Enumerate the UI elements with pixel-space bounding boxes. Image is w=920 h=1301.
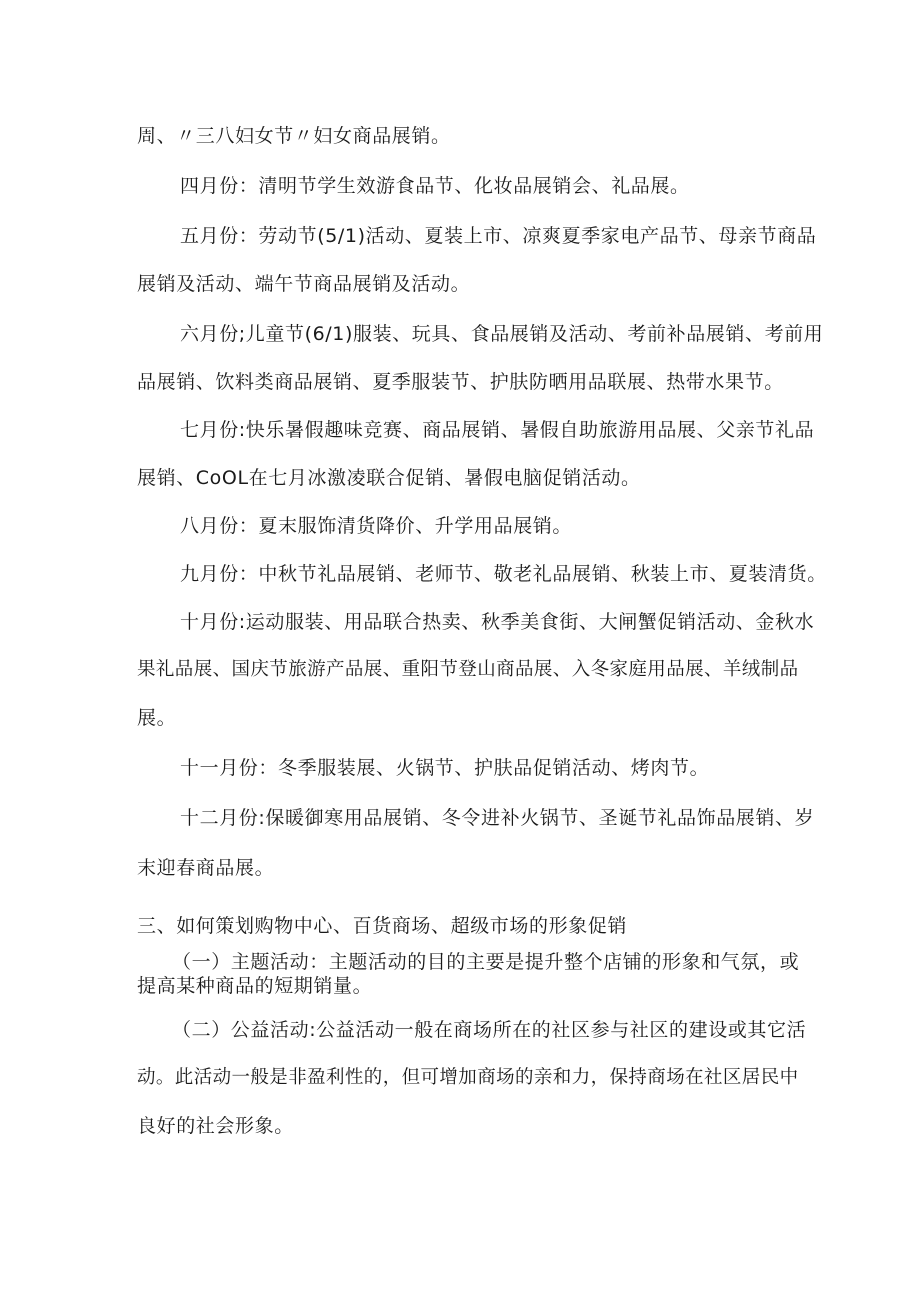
text-line-october-end: 展。 — [137, 707, 177, 729]
text-line-october-cont: 果礼品展、国庆节旅游产品展、重阳节登山商品展、入冬家庭用品展、羊绒制品 — [137, 659, 799, 680]
section-heading-image-promotion: 三、如何策划购物中心、百货商场、超级市场的形象促销 — [137, 915, 628, 937]
text-line-public-welfare-cont: 动。此活动一般是非盈利性的，但可增加商场的亲和力，保持商场在社区居民中 — [137, 1067, 799, 1088]
text-line-april: 四月份：清明节学生效游食品节、化妆品展销会、礼品展。 — [180, 175, 690, 197]
text-line-public-welfare-end: 良好的社会形象。 — [137, 1115, 294, 1137]
text-line-december-cont: 末迎春商品展。 — [137, 857, 275, 879]
text-line-december: 十二月份:保暖御寒用品展销、冬令进补火锅节、圣诞节礼品饰品展销、岁 — [180, 807, 815, 829]
text-line-theme-activity: （一）主题活动：主题活动的目的主要是提升整个店铺的形象和气氛，或 — [172, 951, 800, 973]
text-line-june-cont: 品展销、饮料类商品展销、夏季服装节、护肤防晒用品联展、热带水果节。 — [137, 371, 784, 393]
text-line-theme-activity-cont: 提高某种商品的短期销量。 — [137, 975, 373, 997]
text-line-july-cont: 展销、CoOL在七月冰激凌联合促销、暑假电脑促销活动。 — [137, 467, 641, 489]
text-line-september: 九月份：中秋节礼品展销、老师节、敬老礼品展销、秋装上市、夏装清货。 — [180, 563, 827, 585]
text-line-october: 十月份:运动服装、用品联合热卖、秋季美食街、大闸蟹促销活动、金秋水 — [180, 611, 815, 633]
text-line-june: 六月份;儿童节(6/1)服装、玩具、食品展销及活动、考前补品展销、考前用 — [180, 323, 824, 345]
text-line-public-welfare: （二）公益活动:公益活动一般在商场所在的社区参与社区的建设或其它活 — [172, 1019, 807, 1041]
text-line-may: 五月份：劳动节(5/1)活动、夏装上市、凉爽夏季家电产品节、母亲节商品 — [180, 225, 817, 247]
text-line-womens-day: 周、〃三八妇女节〃妇女商品展销。 — [137, 125, 451, 147]
text-line-november: 十一月份：冬季服装展、火锅节、护肤品促销活动、烤肉节。 — [180, 757, 710, 779]
text-line-may-cont: 展销及活动、端午节商品展销及活动。 — [137, 273, 471, 295]
text-line-august: 八月份：夏末服饰清货降价、升学用品展销。 — [180, 515, 573, 537]
text-line-july: 七月份:快乐暑假趣味竞赛、商品展销、暑假自助旅游用品展、父亲节礼品 — [180, 419, 815, 441]
